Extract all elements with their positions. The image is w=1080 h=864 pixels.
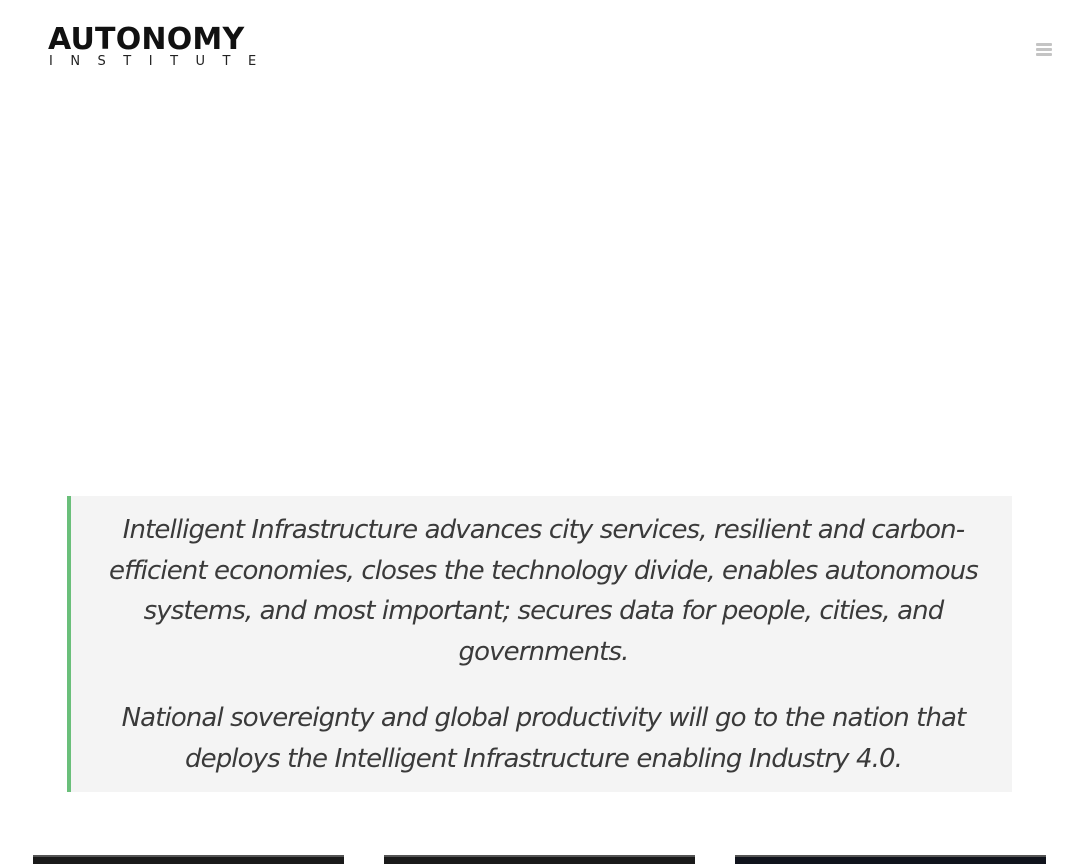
feature-thumbnail-2[interactable] [384,855,695,864]
hero-blank-area [0,100,1080,480]
feature-thumbnail-1[interactable] [33,855,344,864]
menu-bar [1036,43,1052,46]
menu-bar [1036,48,1052,51]
mission-quote [67,496,1012,792]
feature-thumbnail-3[interactable] [735,855,1046,864]
hamburger-menu-icon[interactable] [1036,43,1052,59]
logo-subtitle: INSTITUTE [49,54,274,69]
menu-bar [1036,53,1052,56]
quote-paragraph-1: Intelligent Infrastructure advances city services, resilient and carbon-efficient economies, closes the technology divide, enables autonomous systems, and most important; secures data for people, cities, and governments. [109,515,978,667]
logo-wordmark: AUTONOMY [48,22,245,57]
quote-paragraph-2: National sovereignty and global productivity will go to the nation that deploys the Intelligent Infrastructure enabling Industry 4.0. [121,703,966,774]
site-logo[interactable] [48,22,274,69]
